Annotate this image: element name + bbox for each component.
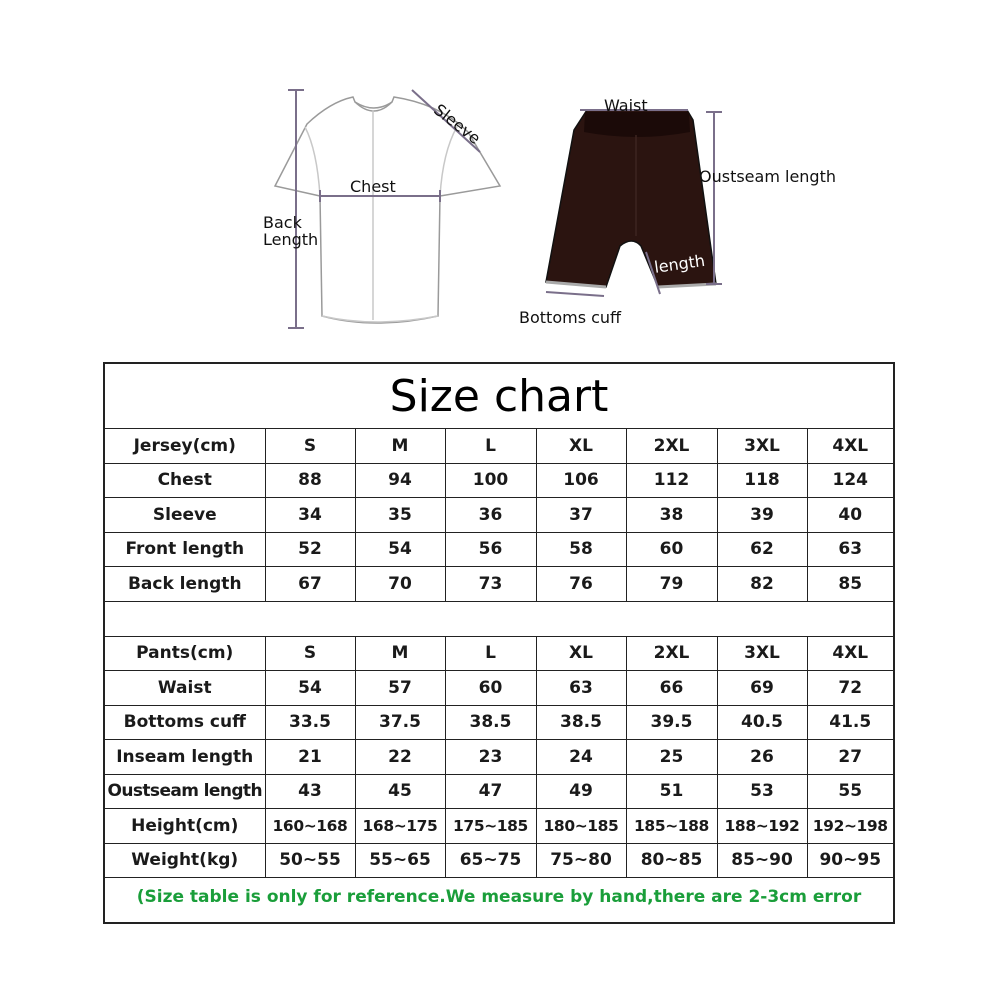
table-cell: 39.5	[626, 705, 717, 740]
table-cell: 175~185	[445, 809, 536, 844]
table-cell: XL	[536, 636, 626, 671]
table-cell: 4XL	[807, 429, 893, 463]
table-cell: 67	[265, 567, 355, 602]
table-cell: 94	[355, 463, 445, 498]
row-label: Oustseam length	[105, 774, 265, 809]
row-label: Front length	[105, 532, 265, 567]
table-cell: 35	[355, 498, 445, 533]
table-cell: 57	[355, 671, 445, 706]
table-cell: 55~65	[355, 843, 445, 878]
table-cell: S	[265, 636, 355, 671]
table-cell: 27	[807, 740, 893, 775]
table-cell: 25	[626, 740, 717, 775]
table-cell: 188~192	[717, 809, 807, 844]
table-cell: 2XL	[626, 636, 717, 671]
table-cell: 100	[445, 463, 536, 498]
table-cell: 54	[355, 532, 445, 567]
table-cell: 118	[717, 463, 807, 498]
table-cell: 51	[626, 774, 717, 809]
table-row	[105, 774, 893, 809]
table-cell: 50~55	[265, 843, 355, 878]
back-label-line2: Length	[263, 230, 319, 249]
table-cell: 40	[807, 498, 893, 533]
table-cell: 54	[265, 671, 355, 706]
table-cell: 4XL	[807, 636, 893, 671]
row-label: Inseam length	[105, 740, 265, 775]
row-label: Pants(cm)	[105, 636, 265, 671]
table-row	[105, 498, 893, 533]
table-cell: 38	[626, 498, 717, 533]
table-cell: 70	[355, 567, 445, 602]
table-cell: 53	[717, 774, 807, 809]
table-cell: 34	[265, 498, 355, 533]
row-label: Back length	[105, 567, 265, 602]
table-row	[105, 809, 893, 844]
table-cell: 88	[265, 463, 355, 498]
table-cell: 160~168	[265, 809, 355, 844]
table-cell: 55	[807, 774, 893, 809]
table-cell: 60	[626, 532, 717, 567]
table-cell: 124	[807, 463, 893, 498]
table-cell: 69	[717, 671, 807, 706]
reference-note: (Size table is only for reference.We measure by hand,there are 2-3cm error	[105, 878, 893, 916]
table-cell: 3XL	[717, 636, 807, 671]
inseam-length-label: length	[653, 250, 707, 277]
table-cell: L	[445, 429, 536, 463]
row-label: Waist	[105, 671, 265, 706]
measurement-diagram	[0, 0, 1000, 345]
table-cell: 76	[536, 567, 626, 602]
table-cell: 65~75	[445, 843, 536, 878]
table-cell: 37.5	[355, 705, 445, 740]
table-cell: 63	[807, 532, 893, 567]
table-row	[105, 705, 893, 740]
table-cell: 85	[807, 567, 893, 602]
table-cell: 2XL	[626, 429, 717, 463]
table-row	[105, 463, 893, 498]
table-cell: 192~198	[807, 809, 893, 844]
table-cell: 73	[445, 567, 536, 602]
table-row	[105, 843, 893, 878]
table-cell: 79	[626, 567, 717, 602]
table-row	[105, 740, 893, 775]
table-cell: 75~80	[536, 843, 626, 878]
table-cell: 26	[717, 740, 807, 775]
back-label-line1: Back	[263, 213, 302, 232]
table-cell: 33.5	[265, 705, 355, 740]
table-cell: 40.5	[717, 705, 807, 740]
row-label: Chest	[105, 463, 265, 498]
table-cell: 49	[536, 774, 626, 809]
bottoms-cuff-label: Bottoms cuff	[519, 308, 622, 327]
table-row	[105, 532, 893, 567]
waist-label: Waist	[604, 96, 648, 115]
table-cell: 72	[807, 671, 893, 706]
table-cell: 63	[536, 671, 626, 706]
row-label: Jersey(cm)	[105, 429, 265, 463]
table-cell: 52	[265, 532, 355, 567]
outseam-label: Oustseam length	[699, 167, 836, 186]
spacer-row	[105, 601, 893, 636]
table-row	[105, 567, 893, 602]
table-cell: 56	[445, 532, 536, 567]
size-chart-title: Size chart	[389, 370, 609, 422]
table-cell: 66	[626, 671, 717, 706]
table-cell: 80~85	[626, 843, 717, 878]
table-cell: 36	[445, 498, 536, 533]
size-chart-title-row	[105, 364, 893, 429]
row-label: Weight(kg)	[105, 843, 265, 878]
table-cell: 106	[536, 463, 626, 498]
table-cell: 39	[717, 498, 807, 533]
chest-label: Chest	[350, 177, 396, 196]
table-cell: 23	[445, 740, 536, 775]
table-cell: M	[355, 429, 445, 463]
table-cell: 37	[536, 498, 626, 533]
table-cell: XL	[536, 429, 626, 463]
pants-header-row	[105, 636, 893, 671]
table-cell: 85~90	[717, 843, 807, 878]
table-cell: S	[265, 429, 355, 463]
table-cell: 185~188	[626, 809, 717, 844]
table-cell: 3XL	[717, 429, 807, 463]
jersey-header-row	[105, 429, 893, 463]
table-cell: 82	[717, 567, 807, 602]
row-label: Height(cm)	[105, 809, 265, 844]
table-cell: 47	[445, 774, 536, 809]
table-row	[105, 671, 893, 706]
table-cell: 112	[626, 463, 717, 498]
table-cell: 45	[355, 774, 445, 809]
table-cell: L	[445, 636, 536, 671]
table-cell: 22	[355, 740, 445, 775]
table-cell: 58	[536, 532, 626, 567]
garment-illustrations	[0, 0, 1000, 345]
table-cell: 38.5	[445, 705, 536, 740]
table-cell: 168~175	[355, 809, 445, 844]
table-cell: 24	[536, 740, 626, 775]
table-cell: 90~95	[807, 843, 893, 878]
table-cell: 41.5	[807, 705, 893, 740]
table-cell: 62	[717, 532, 807, 567]
sleeve-label: Sleeve	[430, 100, 485, 148]
table-cell: 21	[265, 740, 355, 775]
row-label: Sleeve	[105, 498, 265, 533]
table-cell: 180~185	[536, 809, 626, 844]
size-table	[105, 429, 893, 915]
table-cell: M	[355, 636, 445, 671]
note-row	[105, 878, 893, 916]
row-label: Bottoms cuff	[105, 705, 265, 740]
table-cell: 38.5	[536, 705, 626, 740]
table-cell: 60	[445, 671, 536, 706]
table-cell: 43	[265, 774, 355, 809]
size-chart	[103, 362, 895, 924]
